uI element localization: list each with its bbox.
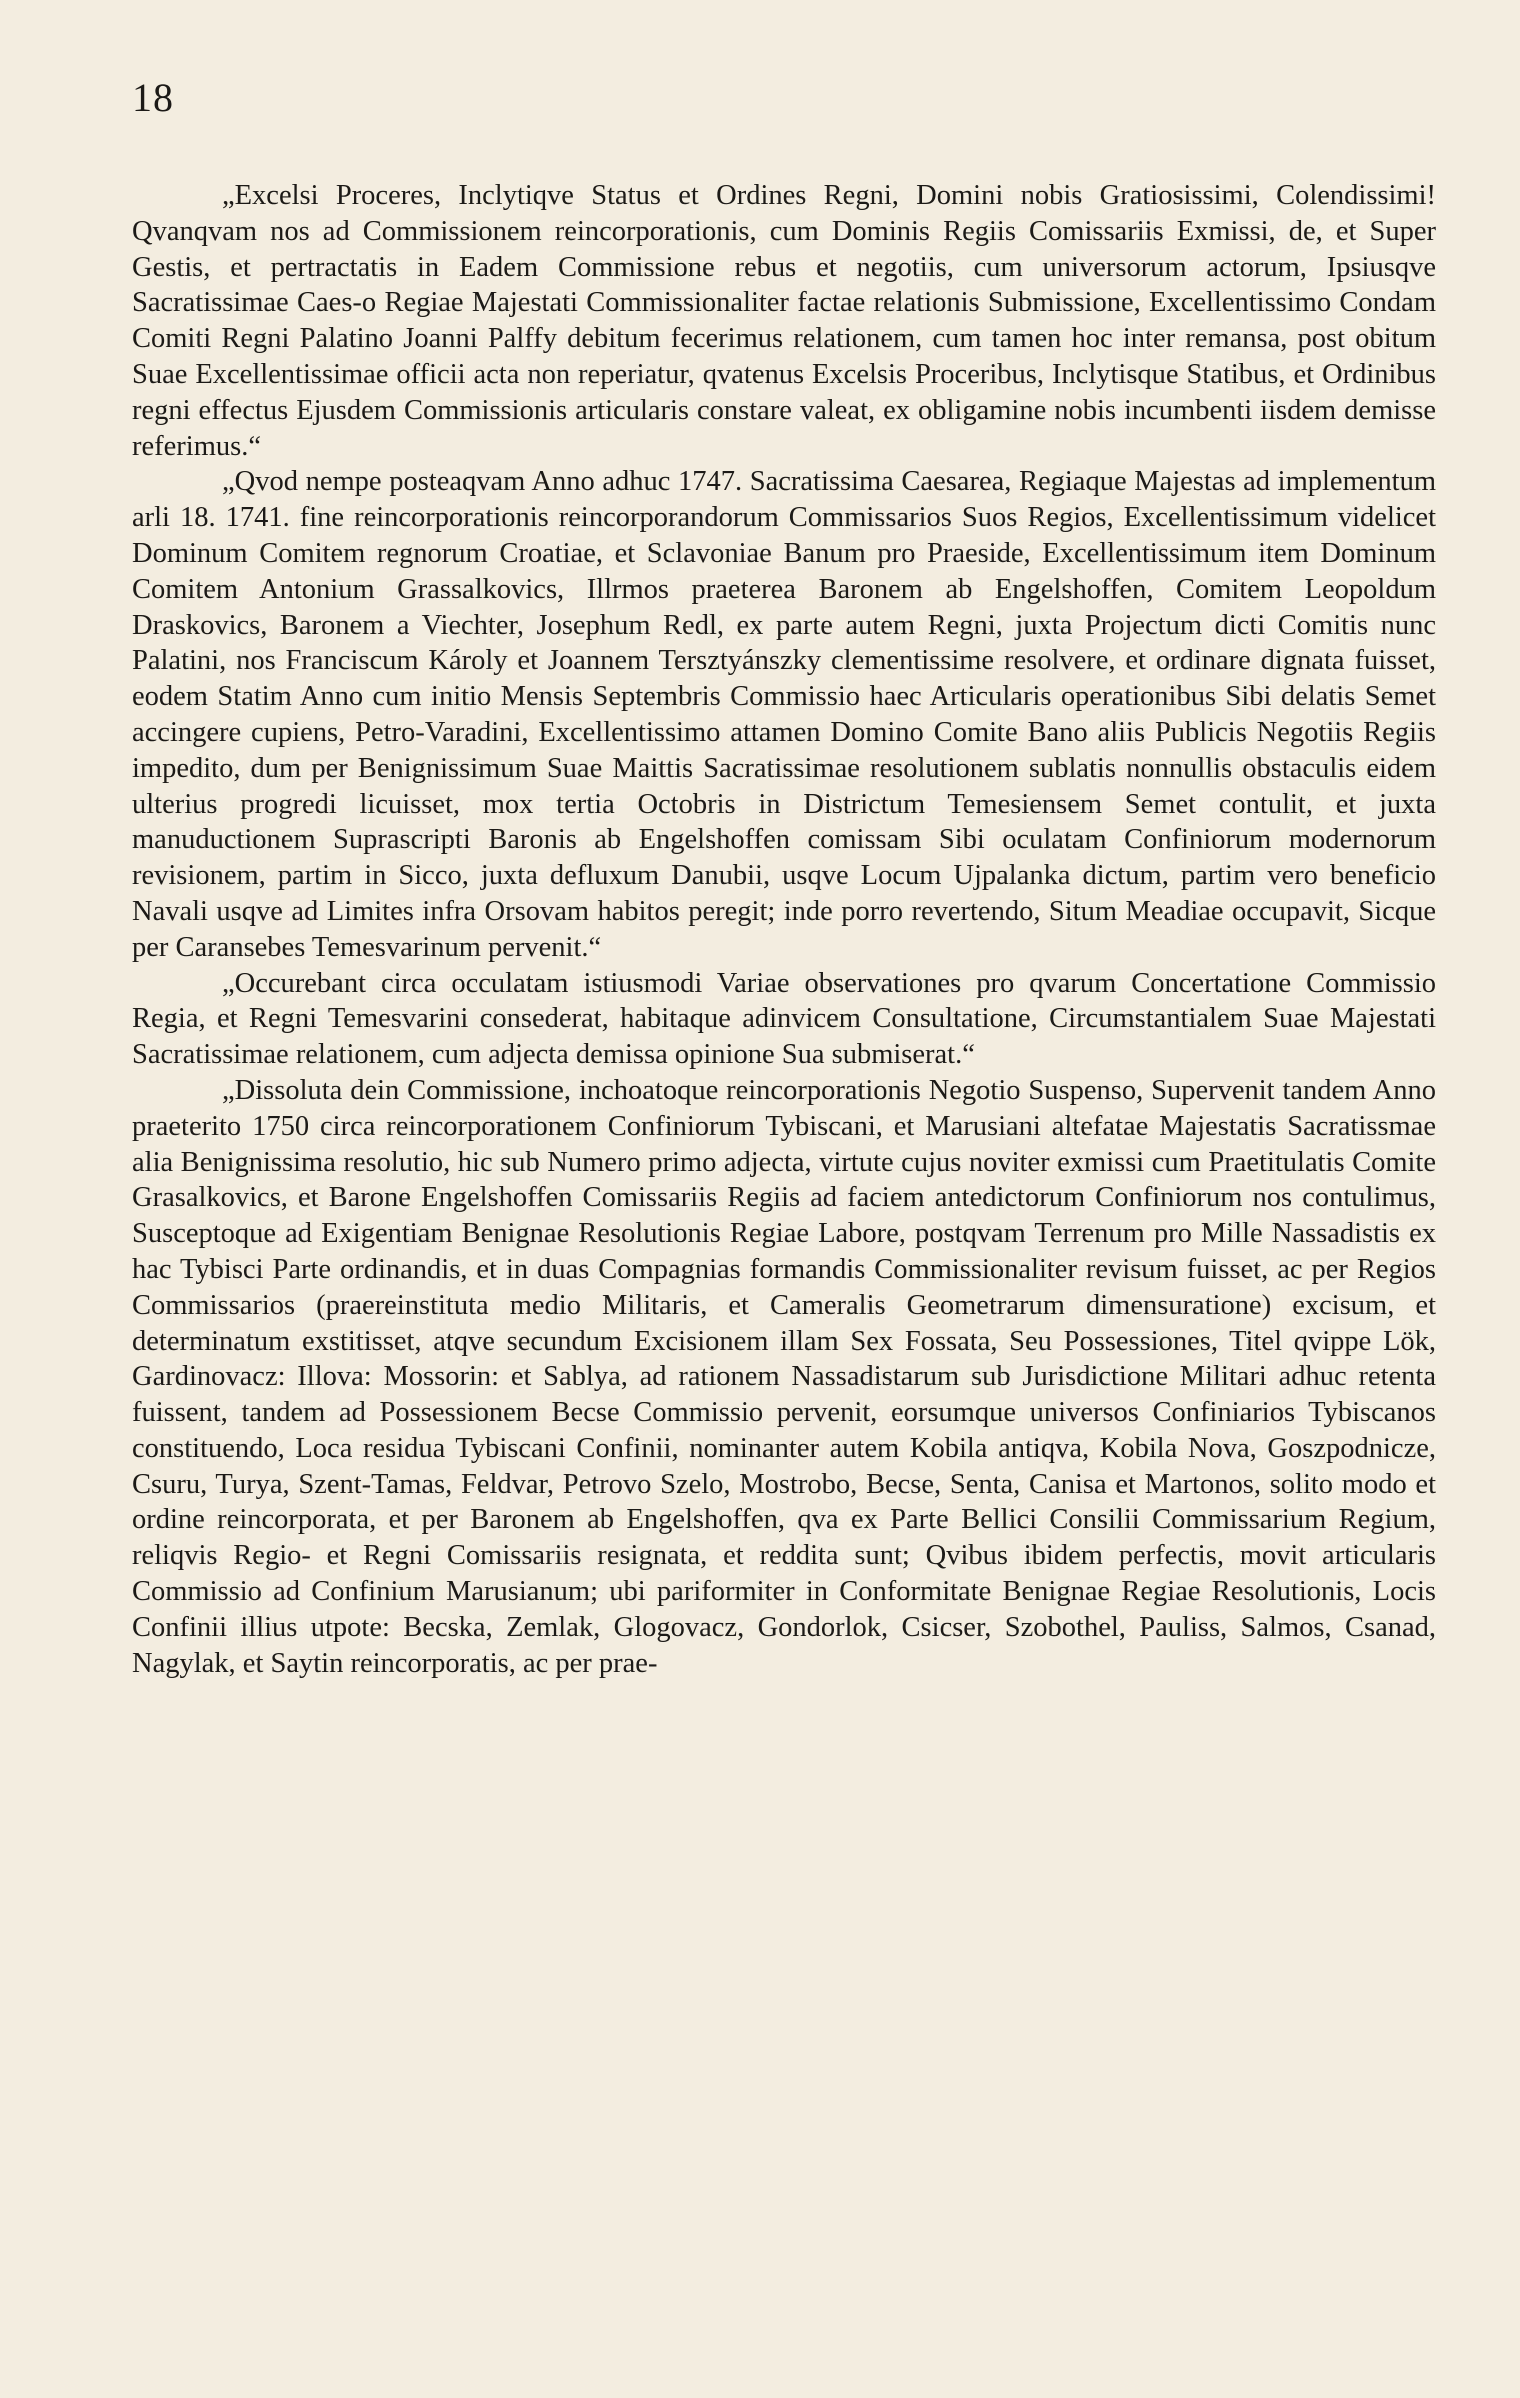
body-text <box>132 178 1436 1681</box>
paragraph-4: „Dissoluta dein Commissione, inchoatoque reincorporationis Negotio Suspenso, Supervenit tandem Anno praeterito 1750 circa reincorporationem Confiniorum Tybiscani, et Marusiani altefatae Majestatis Sacratissmae alia Benignissima resolutio, hic sub Numero primo adjecta, virtute cujus noviter exmissi cum Praetitulatis Comite Grasalkovics, et Barone Engelshoffen Comissariis Regiis ad faciem antedictorum Confiniorum nos contulimus, Susceptoque ad Exigentiam Benignae Resolutionis Regiae Labore, postqvam Terrenum pro Mille Nassadistis ex hac Tybisci Parte ordinandis, et in duas Compagnias formandis Commissionaliter revisum fuisset, ac per Regios Commissarios (praereinstituta medio Militaris, et Cameralis Geometrarum dimensuratione) excisum, et determinatum exstitisset, atqve secundum Excisionem illam Sex Fossata, Seu Possessiones, Titel qvippe Lök, Gardinovacz: Illova: Mossorin: et Sablya, ad rationem Nassadistarum sub Jurisdictione Militari adhuc retenta fuissent, tandem ad Possessionem Becse Commissio pervenit, eorsumque universos Confiniarios Tybiscanos constituendo, Loca residua Tybiscani Confinii, nominanter autem Kobila antiqva, Kobila Nova, Goszpodnicze, Csuru, Turya, Szent-Tamas, Feldvar, Petrovo Szelo, Mostrobo, Becse, Senta, Canisa et Martonos, solito modo et ordine reincorporata, et per Baronem ab Engelshoffen, qva ex Parte Bellici Consilii Commissarium Regium, reliqvis Regio- et Regni Comissariis resignata, et reddita sunt; Qvibus ibidem perfectis, movit articularis Commissio ad Confinium Marusianum; ubi pariformiter in Conformitate Benignae Regiae Resolutionis, Locis Confinii illius utpote: Becska, Zemlak, Glogovacz, Gondorlok, Csicser, Szobothel, Pauliss, Salmos, Csanad, Nagylak, et Saytin reincorporatis, ac per prae- <box>132 1074 1436 1679</box>
page-number: 18 <box>132 75 174 120</box>
paragraph-2: „Qvod nempe posteaqvam Anno adhuc 1747. Sacratissima Caesarea, Regiaque Majestas ad implementum arli 18. 1741. fine reincorporationis reincorporandorum Commissarios Suos Regios, Excellentissimum videlicet Dominum Comitem regnorum Croatiae, et Sclavoniae Banum pro Praeside, Excellentissimum item Dominum Comitem Antonium Grassalkovics, Illrmos praeterea Baronem ab Engelshoffen, Comitem Leopoldum Draskovics, Baronem a Viechter, Josephum Redl, ex parte autem Regni, juxta Projectum dicti Comitis nunc Palatini, nos Franciscum Károly et Joannem Tersztyánszky clementissime resolvere, et ordinare dignata fuisset, eodem Statim Anno cum initio Mensis Septembris Commissio haec Articularis operationibus Sibi delatis Semet accingere cupiens, Petro-Varadini, Excellentissimo attamen Domino Comite Bano aliis Publicis Negotiis Regiis impedito, dum per Benignissimum Suae Maittis Sacratissimae resolutionem sublatis nonnullis obstaculis eidem ulterius progredi licuisset, mox tertia Octobris in Districtum Temesiensem Semet contulit, et juxta manuductionem Suprascripti Baronis ab Engelshoffen comissam Sibi oculatam Confiniorum modernorum revisionem, partim in Sicco, juxta defluxum Danubii, usqve Locum Ujpalanka dictum, partim vero beneficio Navali usqve ad Limites infra Orsovam habitos peregit; inde porro revertendo, Situm Meadiae occupavit, Sicque per Caransebes Temesvarinum pervenit.“ <box>132 466 1436 963</box>
paragraph-1: „Excelsi Proceres, Inclytiqve Status et Ordines Regni, Domini nobis Gratiosissimi, Colendissimi! Qvanqvam nos ad Commissionem reincorporationis, cum Dominis Regiis Comissariis Exmissi, de, et Super Gestis, et pertractatis in Eadem Commissione rebus et negotiis, cum universorum actorum, Ipsiusqve Sacratissimae Caes-o Regiae Majestati Commissionaliter factae relationis Submissione, Excellentissimo Condam Comiti Regni Palatino Joanni Palffy debitum fecerimus relationem, cum tamen hoc inter remansa, post obitum Suae Excellentissimae officii acta non reperiatur, qvatenus Excelsis Proceribus, Inclytisque Statibus, et Ordinibus regni effectus Ejusdem Commissionis articularis constare valeat, ex obligamine nobis incumbenti iisdem demisse referimus.“ <box>132 180 1436 462</box>
paragraph-3: „Occurebant circa occulatam istiusmodi Variae observationes pro qvarum Concertatione Commissio Regia, et Regni Temesvarini consederat, habitaque adinvicem Consultatione, Circumstantialem Suae Majestati Sacratissimae relationem, cum adjecta demissa opinione Sua submiserat.“ <box>132 967 1436 1071</box>
